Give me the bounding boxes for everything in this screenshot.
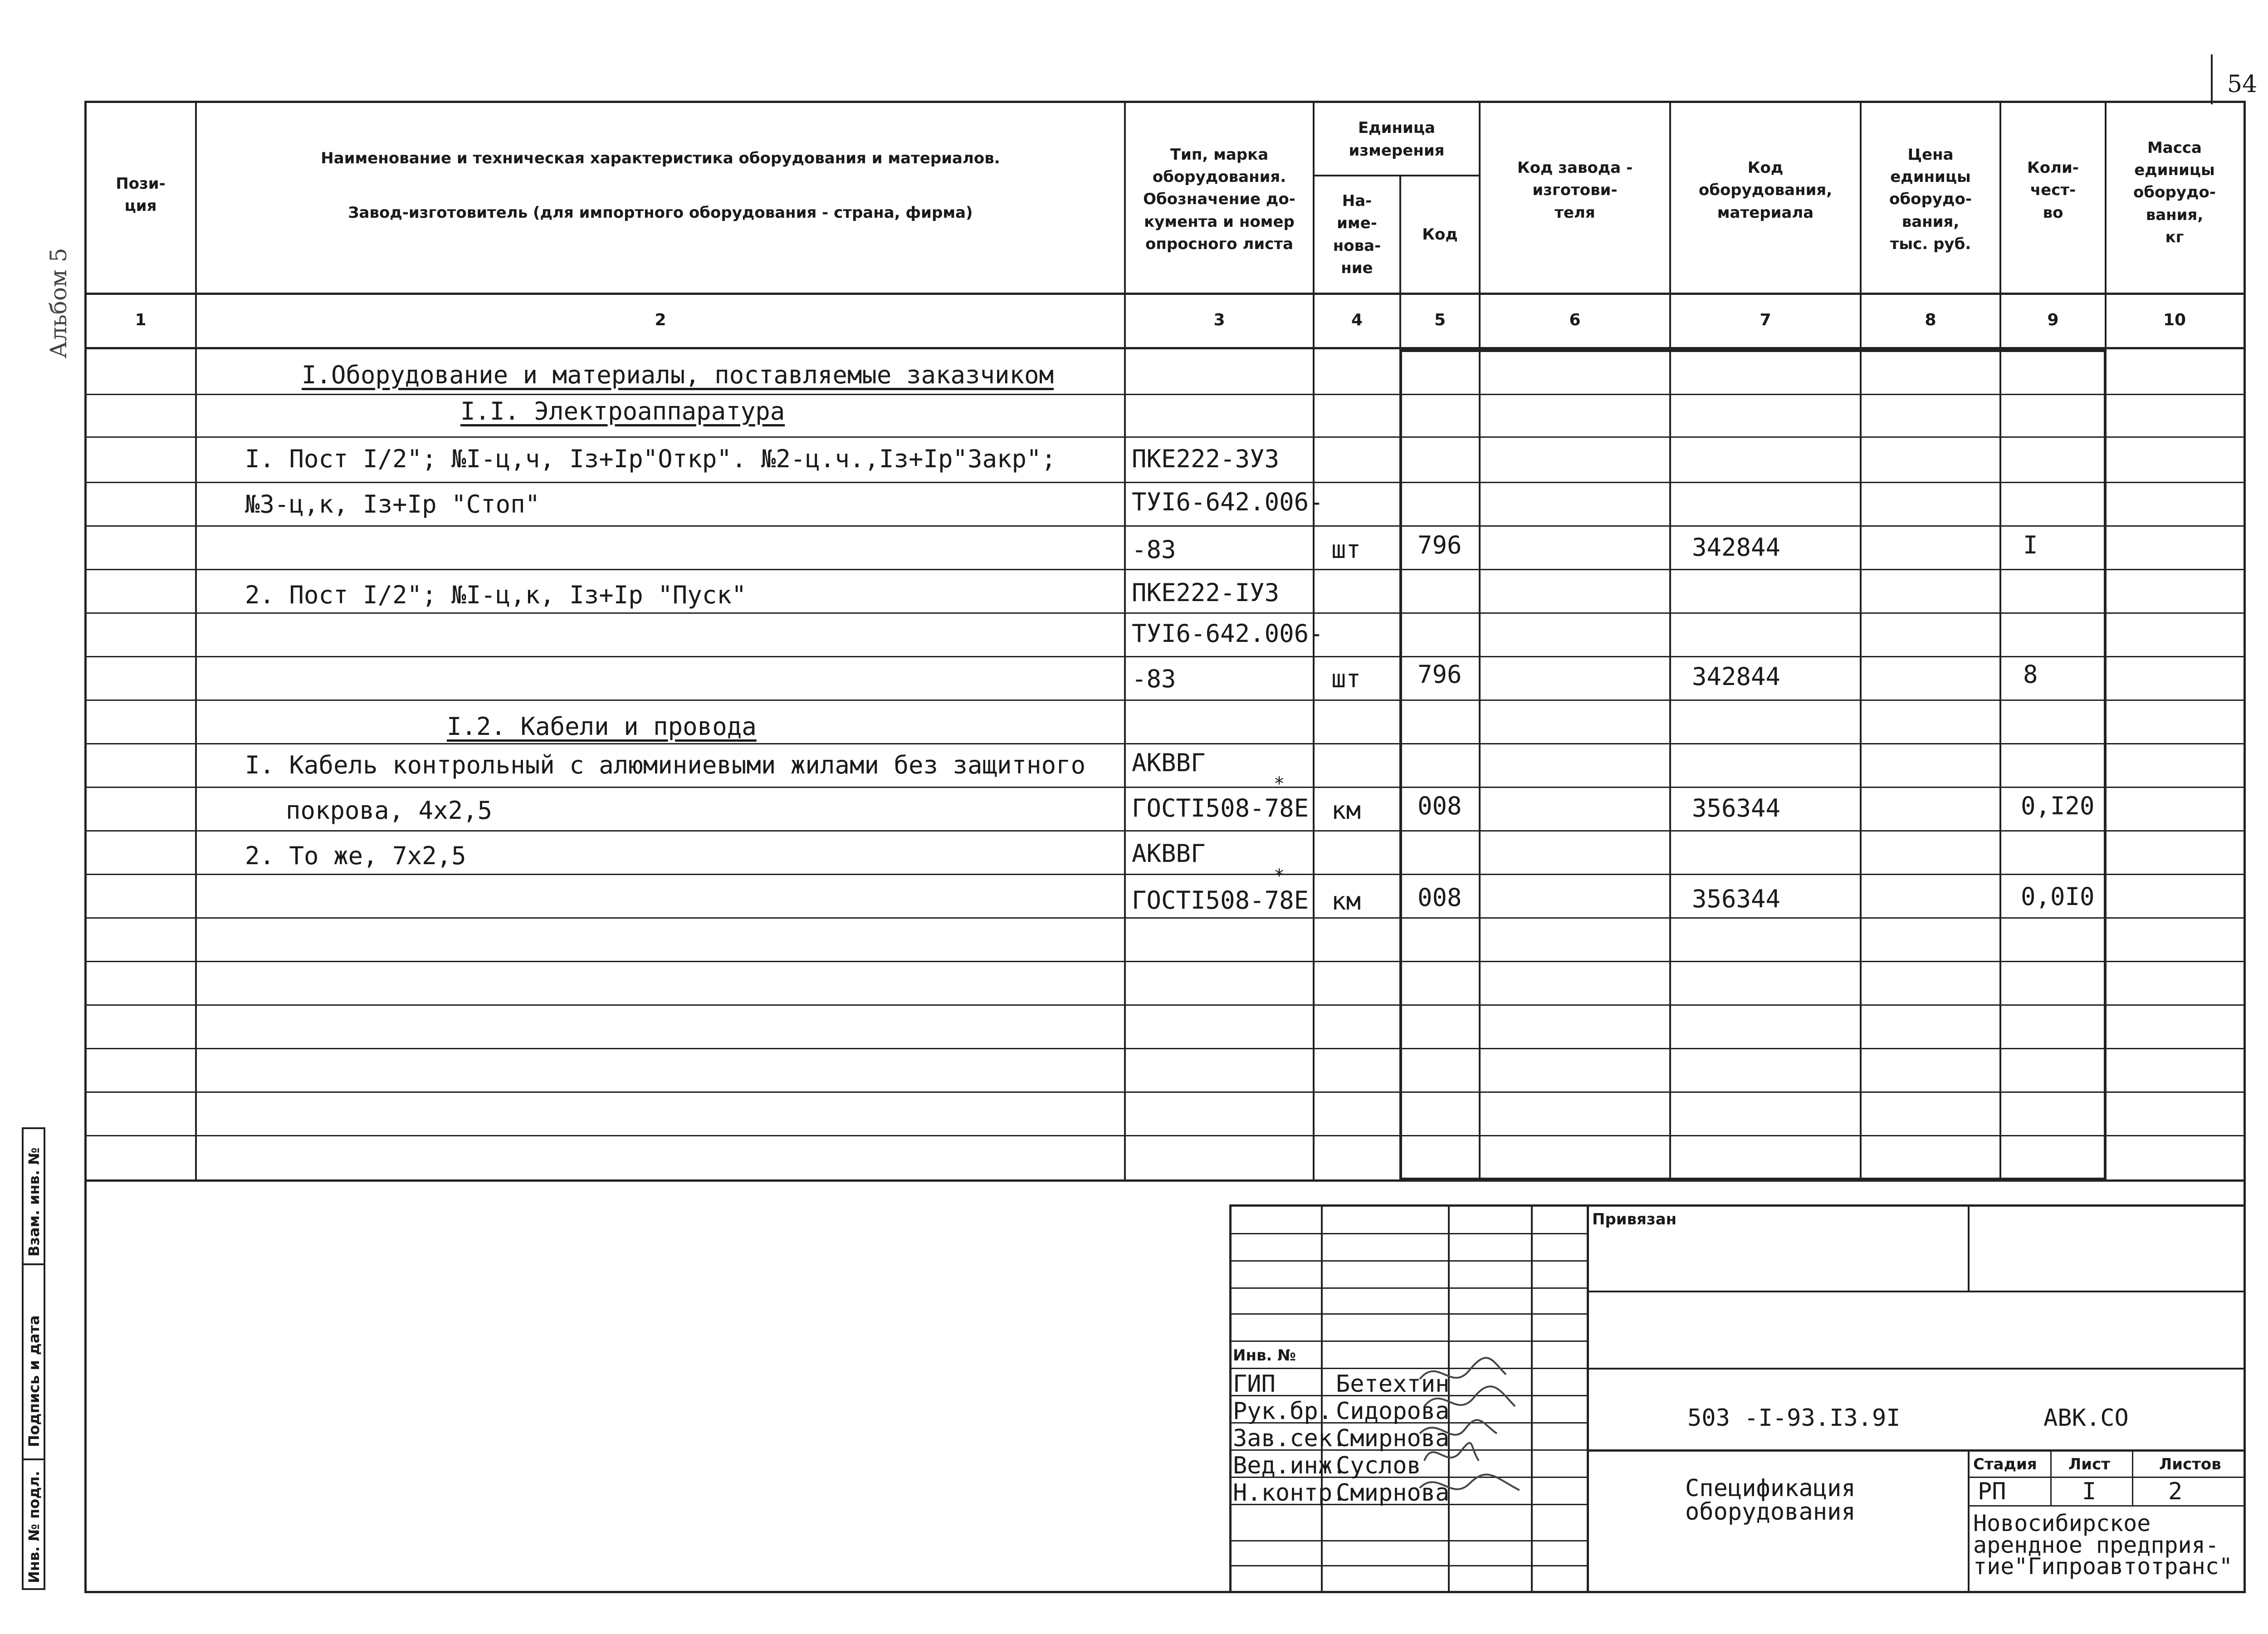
col-num-1: 1 xyxy=(135,311,147,329)
row11-unit: км xyxy=(1331,796,1361,825)
row11-unit-code: 008 xyxy=(1418,792,1462,820)
organization: Новосибирское арендное предприя- тие"Гипроавтотранс" xyxy=(1973,1510,2233,1580)
document-number: 503 -I-93.I3.9I xyxy=(1687,1404,1901,1432)
row12-name: 2. То же, 7х2,5 xyxy=(245,841,466,870)
section-heading-1-1: I.I. Электроаппаратура xyxy=(460,397,785,426)
header-name-line1: Наименование и техническая характеристика оборудования и материалов. xyxy=(321,149,1000,168)
inv-no-label: Инв. № xyxy=(1233,1346,1296,1365)
row4-name: №3-ц,к, Iз+Iр "Стоп" xyxy=(245,490,540,519)
row11-name: покрова, 4х2,5 xyxy=(286,796,493,825)
header-unit-code: Код xyxy=(1422,225,1458,244)
stamp-inv-podl: Инв. № подл. xyxy=(25,1471,43,1583)
role-gip: ГИП xyxy=(1233,1370,1276,1398)
row11-type: ГОСТI508-78Е xyxy=(1132,794,1309,822)
header-unit-name: На- име- нова- ние xyxy=(1333,191,1381,277)
sheets-value: 2 xyxy=(2168,1478,2183,1505)
section-heading-1: I.Оборудование и материалы, поставляемые заказчиком xyxy=(302,361,1054,389)
header-mass: Масса единицы оборудо- вания, кг xyxy=(2133,138,2216,246)
col-num-10: 10 xyxy=(2163,311,2186,329)
row7-type: ТУI6-642.006- xyxy=(1132,619,1324,648)
name-ved-inzh: Суслов xyxy=(1336,1452,1421,1479)
name-zav-sek: Смирнова xyxy=(1336,1425,1450,1452)
row11-equipment-code: 356344 xyxy=(1692,794,1781,822)
row10-type: АКВВГ xyxy=(1132,749,1206,777)
header-quantity: Коли- чест- во xyxy=(2027,159,2079,222)
row13-unit: км xyxy=(1331,887,1361,915)
stage-label: Стадия xyxy=(1973,1455,2037,1473)
row4-type: ТУI6-642.006- xyxy=(1132,488,1324,516)
role-ved-inzh: Вед.инж. xyxy=(1233,1452,1347,1479)
row5-unit: шт xyxy=(1331,535,1361,564)
row3-name: I. Пост I/2"; №I-ц,ч, Iз+Iр"Откр". №2-ц.ч.,Iз+Iр"Закр"; xyxy=(245,445,1056,473)
col-num-6: 6 xyxy=(1569,311,1581,329)
row12-type: АКВВГ xyxy=(1132,839,1206,868)
header-name-line2: Завод-изготовитель (для импортного оборудования - страна, фирма) xyxy=(348,204,973,222)
row8-unit-code: 796 xyxy=(1418,660,1462,689)
row5-quantity: I xyxy=(2023,531,2038,559)
row3-type: ПКЕ222-3У3 xyxy=(1132,445,1280,473)
row13-type: ГОСТI508-78Е xyxy=(1132,886,1309,915)
row8-equipment-code: 342844 xyxy=(1692,662,1781,691)
stamp-podpis-data: Подпись и дата xyxy=(25,1315,43,1447)
row13-equipment-code: 356344 xyxy=(1692,885,1781,913)
header-type: Тип, марка оборудования. Обозначение до- кумента и номер опросного листа xyxy=(1143,145,1295,253)
col-num-5: 5 xyxy=(1434,311,1446,329)
sheet-label: Лист xyxy=(2068,1455,2110,1473)
col-num-9: 9 xyxy=(2047,311,2059,329)
row6-name: 2. Пост I/2"; №I-ц,к, Iз+Iр "Пуск" xyxy=(245,581,747,609)
name-ruk-br: Сидорова xyxy=(1336,1398,1450,1425)
album-label: Альбом 5 xyxy=(45,248,72,358)
privyazan-label: Привязан xyxy=(1592,1210,1677,1228)
row13-quantity: 0,0I0 xyxy=(2021,882,2095,911)
document-title: Спецификация оборудования xyxy=(1685,1475,1856,1526)
row8-type: -83 xyxy=(1132,665,1176,693)
role-ruk-br: Рук.бр. xyxy=(1233,1398,1333,1425)
stage-value: РП xyxy=(1978,1478,2006,1505)
header-unit: Единица измерения xyxy=(1349,119,1445,160)
sheets-label: Листов xyxy=(2159,1455,2221,1473)
section-heading-1-2: I.2. Кабели и провода xyxy=(447,712,757,741)
row8-unit: шт xyxy=(1331,665,1361,693)
col-num-2: 2 xyxy=(655,311,666,329)
row10-name: I. Кабель контрольный с алюминиевыми жилами без защитного xyxy=(245,751,1086,779)
asterisk-mark: * xyxy=(1274,773,1285,794)
col-num-8: 8 xyxy=(1925,311,1936,329)
col-num-7: 7 xyxy=(1760,311,1771,329)
header-equipment-code: Код оборудования, материала xyxy=(1698,159,1833,222)
page-number: 54 xyxy=(2227,71,2258,98)
header-position: Пози- ция xyxy=(116,174,166,215)
header-plant-code: Код завода - изготови- теля xyxy=(1517,159,1633,222)
name-gip: Бетехтин xyxy=(1336,1370,1450,1398)
asterisk-mark-2: * xyxy=(1274,866,1285,886)
signature-marks xyxy=(1411,1356,1560,1511)
document-code: АВК.СО xyxy=(2043,1404,2129,1432)
sheet-value: I xyxy=(2082,1478,2097,1505)
row5-type: -83 xyxy=(1132,535,1176,564)
row13-unit-code: 008 xyxy=(1418,883,1462,912)
stamp-vzam-inv: Взам. инв. № xyxy=(25,1147,43,1257)
header-price: Цена единицы оборудо- вания, тыс. руб. xyxy=(1889,145,1972,253)
name-n-kontr: Смирнова xyxy=(1336,1479,1450,1507)
col-num-3: 3 xyxy=(1213,311,1225,329)
row5-unit-code: 796 xyxy=(1418,531,1462,559)
col-num-4: 4 xyxy=(1351,311,1363,329)
row6-type: ПКЕ222-IУ3 xyxy=(1132,578,1280,607)
role-n-kontr: Н.контр. xyxy=(1233,1479,1347,1507)
role-zav-sek: Зав.сек. xyxy=(1233,1425,1347,1452)
row8-quantity: 8 xyxy=(2023,660,2038,689)
row11-quantity: 0,I20 xyxy=(2021,792,2095,820)
row5-equipment-code: 342844 xyxy=(1692,533,1781,562)
